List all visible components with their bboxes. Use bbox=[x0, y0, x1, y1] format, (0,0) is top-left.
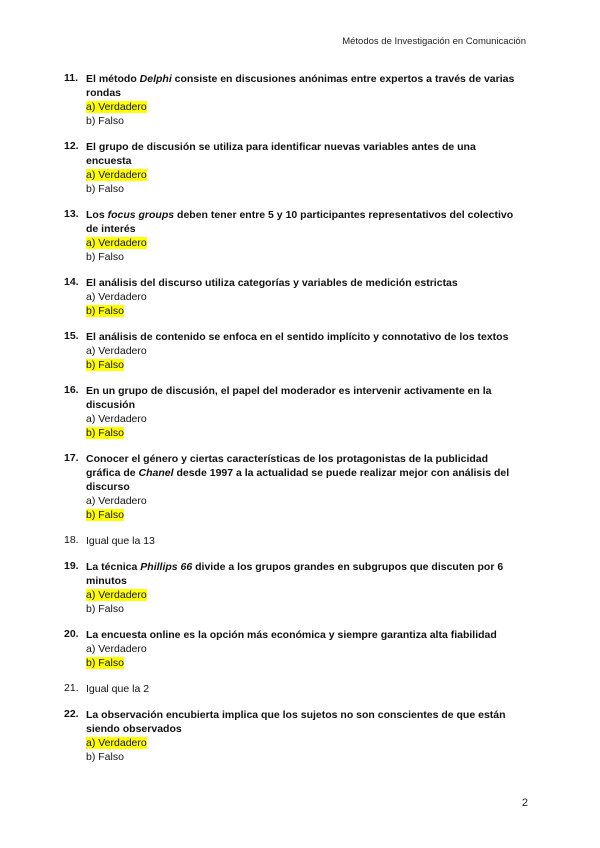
correct-answer-highlight: b) Falso bbox=[86, 427, 124, 439]
question-number: 20. bbox=[64, 628, 79, 640]
answer-option bbox=[86, 358, 520, 372]
question-item bbox=[64, 276, 520, 318]
question-item bbox=[64, 208, 520, 264]
question-text-part: Los bbox=[86, 209, 108, 221]
answer-option-label: b) Falso bbox=[86, 183, 124, 195]
answer-option bbox=[86, 168, 520, 182]
question-text-part: El análisis del discurso utiliza categorías y variables de medición estrictas bbox=[86, 277, 458, 289]
question-item bbox=[64, 140, 520, 196]
page-header: Métodos de Investigación en Comunicación bbox=[342, 36, 526, 47]
question-text-italic: Chanel bbox=[138, 467, 174, 479]
correct-answer-highlight: a) Verdadero bbox=[86, 101, 147, 113]
question-text-part: La observación encubierta implica que los sujetos no son conscientes de que están siendo observados bbox=[86, 709, 506, 735]
answer-option bbox=[86, 656, 520, 670]
question-text-part: divide a los grupos grandes en subgrupos que discuten por 6 minutos bbox=[86, 561, 504, 587]
question-item bbox=[64, 384, 520, 440]
question-text-part: El grupo de discusión se utiliza para identificar nuevas variables antes de una encuesta bbox=[86, 141, 476, 167]
question-text bbox=[86, 276, 520, 290]
correct-answer-highlight: b) Falso bbox=[86, 359, 124, 371]
question-text-italic: Phillips 66 bbox=[140, 561, 193, 573]
question-number: 18. bbox=[64, 534, 79, 546]
answer-option bbox=[86, 602, 520, 616]
question-item bbox=[64, 330, 520, 372]
answer-option bbox=[86, 290, 520, 304]
page-number: 2 bbox=[521, 797, 528, 809]
question-text bbox=[86, 682, 520, 696]
question-number: 12. bbox=[64, 140, 79, 152]
answer-option bbox=[86, 494, 520, 508]
answer-option-label: b) Falso bbox=[86, 603, 124, 615]
correct-answer-highlight: b) Falso bbox=[86, 657, 124, 669]
question-text-part: desde 1997 a la actualidad se puede realizar mejor con análisis del discurso bbox=[86, 467, 510, 493]
answer-option bbox=[86, 426, 520, 440]
question-text-part: deben tener entre 5 y 10 participantes representativos del colectivo de interés bbox=[86, 209, 514, 235]
answer-option bbox=[86, 344, 520, 358]
question-item bbox=[64, 452, 520, 522]
answer-option bbox=[86, 508, 520, 522]
question-text-part: consiste en discusiones anónimas entre expertos a través de varias rondas bbox=[86, 73, 515, 99]
answer-option bbox=[86, 750, 520, 764]
question-text-part: La técnica bbox=[86, 561, 141, 573]
correct-answer-highlight: a) Verdadero bbox=[86, 237, 147, 249]
answer-option bbox=[86, 236, 520, 250]
answer-option-label: a) Verdadero bbox=[86, 643, 147, 655]
question-text bbox=[86, 384, 520, 412]
question-text bbox=[86, 140, 520, 168]
correct-answer-highlight: b) Falso bbox=[86, 305, 124, 317]
question-text bbox=[86, 560, 520, 588]
question-text-italic: focus groups bbox=[107, 209, 175, 221]
answer-option-label: a) Verdadero bbox=[86, 291, 147, 303]
correct-answer-highlight: a) Verdadero bbox=[86, 737, 147, 749]
question-text-part: El análisis de contenido se enfoca en el sentido implícito y connotativo de los textos bbox=[86, 331, 509, 343]
question-item bbox=[64, 682, 520, 696]
answer-option bbox=[86, 412, 520, 426]
question-text bbox=[86, 534, 520, 548]
answer-option bbox=[86, 736, 520, 750]
answer-option bbox=[86, 182, 520, 196]
answer-option-label: a) Verdadero bbox=[86, 345, 147, 357]
question-item bbox=[64, 534, 520, 548]
correct-answer-highlight: a) Verdadero bbox=[86, 589, 147, 601]
answer-option bbox=[86, 642, 520, 656]
question-text bbox=[86, 330, 520, 344]
question-text-part: Conocer el género y ciertas características de los protagonistas de la publicidad gráfica de bbox=[86, 453, 489, 479]
question-number: 13. bbox=[64, 208, 79, 220]
question-text-part: Igual que la 13 bbox=[86, 535, 155, 547]
question-number: 15. bbox=[64, 330, 79, 342]
question-text-part: Igual que la 2 bbox=[86, 683, 150, 695]
question-text-part: La encuesta online es la opción más económica y siempre garantiza alta fiabilidad bbox=[86, 629, 497, 641]
question-text bbox=[86, 452, 520, 494]
question-text bbox=[86, 72, 520, 100]
question-text-italic: Delphi bbox=[139, 73, 172, 85]
answer-option bbox=[86, 114, 520, 128]
answer-option bbox=[86, 304, 520, 318]
question-item bbox=[64, 708, 520, 764]
question-number: 11. bbox=[64, 72, 79, 84]
question-number: 21. bbox=[64, 682, 79, 694]
answer-option-label: a) Verdadero bbox=[86, 413, 147, 425]
answer-option bbox=[86, 588, 520, 602]
question-list bbox=[64, 72, 520, 776]
question-text-part: En un grupo de discusión, el papel del moderador es intervenir activamente en la discusión bbox=[86, 385, 492, 411]
answer-option-label: b) Falso bbox=[86, 251, 124, 263]
correct-answer-highlight: a) Verdadero bbox=[86, 169, 147, 181]
answer-option-label: b) Falso bbox=[86, 115, 124, 127]
question-item bbox=[64, 628, 520, 670]
question-text bbox=[86, 628, 520, 642]
question-item bbox=[64, 560, 520, 616]
question-number: 17. bbox=[64, 452, 79, 464]
question-number: 16. bbox=[64, 384, 79, 396]
question-number: 19. bbox=[64, 560, 79, 572]
question-item bbox=[64, 72, 520, 128]
question-text bbox=[86, 208, 520, 236]
question-number: 14. bbox=[64, 276, 79, 288]
correct-answer-highlight: b) Falso bbox=[86, 509, 124, 521]
answer-option-label: b) Falso bbox=[86, 751, 124, 763]
answer-option bbox=[86, 250, 520, 264]
answer-option-label: a) Verdadero bbox=[86, 495, 147, 507]
question-number: 22. bbox=[64, 708, 79, 720]
answer-option bbox=[86, 100, 520, 114]
question-text-part: El método bbox=[86, 73, 140, 85]
question-text bbox=[86, 708, 520, 736]
